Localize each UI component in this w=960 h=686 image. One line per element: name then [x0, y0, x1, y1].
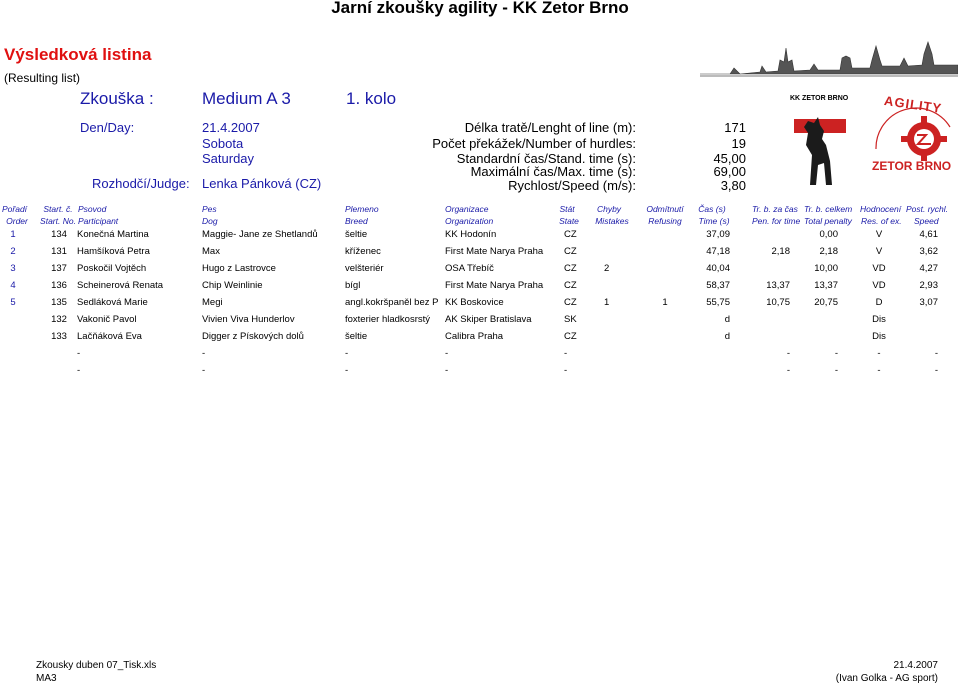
- cell-time: 55,75: [706, 297, 730, 308]
- cell-time: 37,09: [706, 229, 730, 240]
- cell-time: d: [724, 331, 730, 342]
- cell-participant: -: [77, 348, 81, 359]
- judge-name: Lenka Pánková (CZ): [202, 176, 322, 191]
- cell-total-penalty: 0,00: [819, 229, 838, 240]
- cell-evaluation: V: [875, 229, 883, 240]
- results-subheading: (Resulting list): [4, 71, 81, 85]
- cell-state: CZ: [564, 246, 577, 257]
- cell-participant: -: [77, 365, 81, 376]
- col-speed-en: Speed: [914, 216, 939, 226]
- table-row: [0, 348, 960, 365]
- col-order-en: Order: [6, 216, 28, 226]
- cell-speed: -: [934, 348, 938, 359]
- date-value: 21.4.2007: [202, 120, 260, 135]
- club-logo: [788, 93, 958, 193]
- speed-value: 3,80: [720, 178, 746, 193]
- col-org-cz: Organizace: [445, 204, 489, 214]
- cell-order: 1: [10, 229, 16, 240]
- col-org-en: Organization: [445, 216, 494, 226]
- cell-breed: -: [345, 365, 349, 376]
- cell-state: CZ: [564, 229, 577, 240]
- col-total-en: Total penalty: [804, 216, 852, 226]
- cell-participant: Sedláková Marie: [77, 297, 148, 308]
- cell-organization: AK Skiper Bratislava: [445, 314, 532, 325]
- gear-icon: [900, 115, 948, 161]
- date-label: Den/Day:: [80, 120, 135, 135]
- cell-breed: foxterier hladkosrstý: [345, 314, 431, 325]
- table-row: [0, 314, 960, 331]
- max-time-value: 69,00: [713, 164, 746, 179]
- cell-total-penalty: 20,75: [814, 297, 838, 308]
- cell-breed: velšteriér: [345, 263, 384, 274]
- col-mistakes-cz: Chyby: [596, 204, 622, 214]
- table-row: [0, 331, 960, 348]
- cell-speed: 3,62: [919, 246, 938, 257]
- logo-club-text: KK ZETOR BRNO: [790, 95, 849, 102]
- cell-start-number: 134: [51, 229, 67, 240]
- cell-evaluation: VD: [872, 280, 886, 291]
- cell-total-penalty: 2,18: [819, 246, 838, 257]
- cell-state: -: [564, 365, 568, 376]
- footer-file: Zkousky duben 07_Tisk.xls: [36, 660, 157, 671]
- hurdles-value: 19: [731, 136, 746, 151]
- cell-time: d: [724, 314, 730, 325]
- hurdles-label: Počet překážek/Number of hurdles:: [432, 136, 636, 151]
- cell-evaluation: Dis: [872, 314, 886, 325]
- col-start-cz: Start. č.: [43, 204, 73, 214]
- cell-organization: OSA Třebíč: [445, 263, 494, 274]
- cell-penalty-for-time: 13,37: [766, 280, 790, 291]
- cell-dog: -: [202, 365, 206, 376]
- cell-dog: Max: [202, 246, 220, 257]
- col-breed-cz: Plemeno: [345, 204, 379, 214]
- cell-evaluation: VD: [872, 263, 886, 274]
- cell-participant: Vakonič Pavol: [77, 314, 137, 325]
- col-pen-cz: Tr. b. za čas: [752, 204, 798, 214]
- cell-participant: Hamšíková Petra: [77, 246, 150, 257]
- cell-breed: kříženec: [345, 246, 381, 257]
- col-start-en: Start. No.: [40, 216, 76, 226]
- cell-order: 2: [10, 246, 16, 257]
- table-row: [0, 297, 960, 314]
- footer-date: 21.4.2007: [893, 660, 938, 671]
- cell-start-number: 137: [51, 263, 67, 274]
- cell-speed: 4,61: [919, 229, 938, 240]
- cell-organization: Calibra Praha: [445, 331, 504, 342]
- cell-participant: Scheinerová Renata: [77, 280, 164, 291]
- cell-state: CZ: [564, 263, 577, 274]
- cell-state: CZ: [564, 331, 577, 342]
- cell-refusing: 1: [662, 297, 668, 308]
- cell-participant: Lačňáková Eva: [77, 331, 142, 342]
- castle-skyline-image: [700, 38, 958, 80]
- col-participant-en: Participant: [78, 216, 119, 226]
- cell-dog: Maggie- Jane ze Shetlandů: [202, 229, 318, 240]
- cell-time: 58,37: [706, 280, 730, 291]
- cell-breed: bígl: [345, 280, 361, 291]
- dog-emblem-icon: [790, 105, 850, 191]
- cell-evaluation: -: [877, 365, 881, 376]
- cell-state: SK: [564, 314, 577, 325]
- cell-participant: Konečná Martina: [77, 229, 149, 240]
- cell-order: 3: [10, 263, 16, 274]
- cell-dog: Vivien Viva Hunderlov: [202, 314, 295, 325]
- col-eval-cz: Hodnocení: [860, 204, 902, 214]
- line-length-value: 171: [724, 120, 746, 135]
- judge-label: Rozhodčí/Judge:: [92, 176, 190, 191]
- cell-order: 5: [10, 297, 16, 308]
- cell-dog: Megi: [202, 297, 223, 308]
- footer-author: (Ivan Golka - AG sport): [835, 673, 938, 684]
- line-length-label: Délka tratě/Lenght of line (m):: [464, 120, 636, 135]
- cell-breed: -: [345, 348, 349, 359]
- test-round: 1. kolo: [346, 89, 397, 108]
- cell-dog: -: [202, 348, 206, 359]
- cell-total-penalty: -: [834, 365, 838, 376]
- cell-order: 4: [10, 280, 16, 291]
- cell-organization: KK Hodonín: [445, 229, 497, 240]
- cell-evaluation: -: [877, 348, 881, 359]
- col-mistakes-en: Mistakes: [595, 216, 629, 226]
- cell-state: -: [564, 348, 568, 359]
- cell-dog: Digger z Pískových dolů: [202, 331, 304, 342]
- logo-agility-text: AGILITY: [883, 93, 944, 116]
- cell-organization: First Mate Narya Praha: [445, 246, 544, 257]
- cell-total-penalty: 13,37: [814, 280, 838, 291]
- cell-dog: Chip Weinlinie: [202, 280, 263, 291]
- day-en: Saturday: [202, 151, 255, 166]
- cell-organization: KK Boskovice: [445, 297, 504, 308]
- table-row: [0, 229, 960, 246]
- col-participant-cz: Psovod: [78, 204, 107, 214]
- cell-start-number: 131: [51, 246, 67, 257]
- col-dog-cz: Pes: [202, 204, 217, 214]
- cell-organization: First Mate Narya Praha: [445, 280, 544, 291]
- col-dog-en: Dog: [202, 216, 218, 226]
- cell-breed: šeltie: [345, 229, 368, 240]
- col-state-en: State: [559, 216, 579, 226]
- cell-mistakes: 1: [604, 297, 610, 308]
- cell-speed: -: [934, 365, 938, 376]
- test-label: Zkouška :: [80, 89, 154, 108]
- table-row: [0, 246, 960, 263]
- cell-breed: šeltie: [345, 331, 368, 342]
- cell-total-penalty: 10,00: [814, 263, 838, 274]
- col-pen-en: Pen. for time: [752, 216, 801, 226]
- page-title: Jarní zkoušky agility - KK Zetor Brno: [331, 0, 629, 17]
- col-speed-cz: Post. rychl.: [906, 204, 949, 214]
- cell-participant: Poskočil Vojtěch: [77, 263, 147, 274]
- cell-mistakes: 2: [604, 263, 610, 274]
- col-total-cz: Tr. b. celkem: [804, 204, 853, 214]
- cell-dog: Hugo z Lastrovce: [202, 263, 276, 274]
- cell-penalty-for-time: 10,75: [766, 297, 790, 308]
- cell-evaluation: Dis: [872, 331, 886, 342]
- day-cz: Sobota: [202, 136, 244, 151]
- table-row: [0, 263, 960, 280]
- cell-evaluation: D: [875, 297, 883, 308]
- cell-evaluation: V: [875, 246, 883, 257]
- col-state-cz: Stát: [559, 204, 575, 214]
- speed-label: Rychlost/Speed (m/s):: [508, 178, 636, 193]
- cell-total-penalty: -: [834, 348, 838, 359]
- cell-start-number: 136: [51, 280, 67, 291]
- cell-speed: 3,07: [919, 297, 938, 308]
- cell-penalty-for-time: 2,18: [771, 246, 790, 257]
- max-time-label: Maximální čas/Max. time (s):: [470, 164, 636, 179]
- test-size: Medium A 3: [202, 89, 291, 108]
- results-heading: Výsledková listina: [4, 45, 152, 64]
- cell-time: 40,04: [706, 263, 730, 274]
- col-refusing-cz: Odmítnutí: [646, 204, 684, 214]
- table-row: [0, 280, 960, 297]
- cell-breed: angl.kokršpaněl bez P: [345, 297, 439, 308]
- col-eval-en: Res. of ex.: [861, 216, 902, 226]
- standard-time-value: 45,00: [713, 151, 746, 166]
- table-row: [0, 365, 960, 382]
- logo-zetor-text: ZETOR BRNO: [872, 159, 952, 173]
- cell-penalty-for-time: -: [786, 365, 790, 376]
- footer-sheet: MA3: [36, 673, 57, 684]
- standard-time-label: Standardní čas/Stand. time (s):: [456, 151, 636, 166]
- cell-start-number: 135: [51, 297, 67, 308]
- cell-state: CZ: [564, 280, 577, 291]
- cell-speed: 2,93: [919, 280, 938, 291]
- col-time-cz: Čas (s): [698, 204, 726, 214]
- cell-organization: -: [445, 365, 449, 376]
- col-order-cz: Pořadí: [2, 204, 28, 214]
- col-time-en: Time (s): [698, 216, 730, 226]
- cell-time: 47,18: [706, 246, 730, 257]
- col-refusing-en: Refusing: [648, 216, 682, 226]
- cell-state: CZ: [564, 297, 577, 308]
- col-breed-en: Breed: [345, 216, 368, 226]
- cell-organization: -: [445, 348, 449, 359]
- cell-start-number: 133: [51, 331, 67, 342]
- cell-penalty-for-time: -: [786, 348, 790, 359]
- cell-start-number: 132: [51, 314, 67, 325]
- cell-speed: 4,27: [919, 263, 938, 274]
